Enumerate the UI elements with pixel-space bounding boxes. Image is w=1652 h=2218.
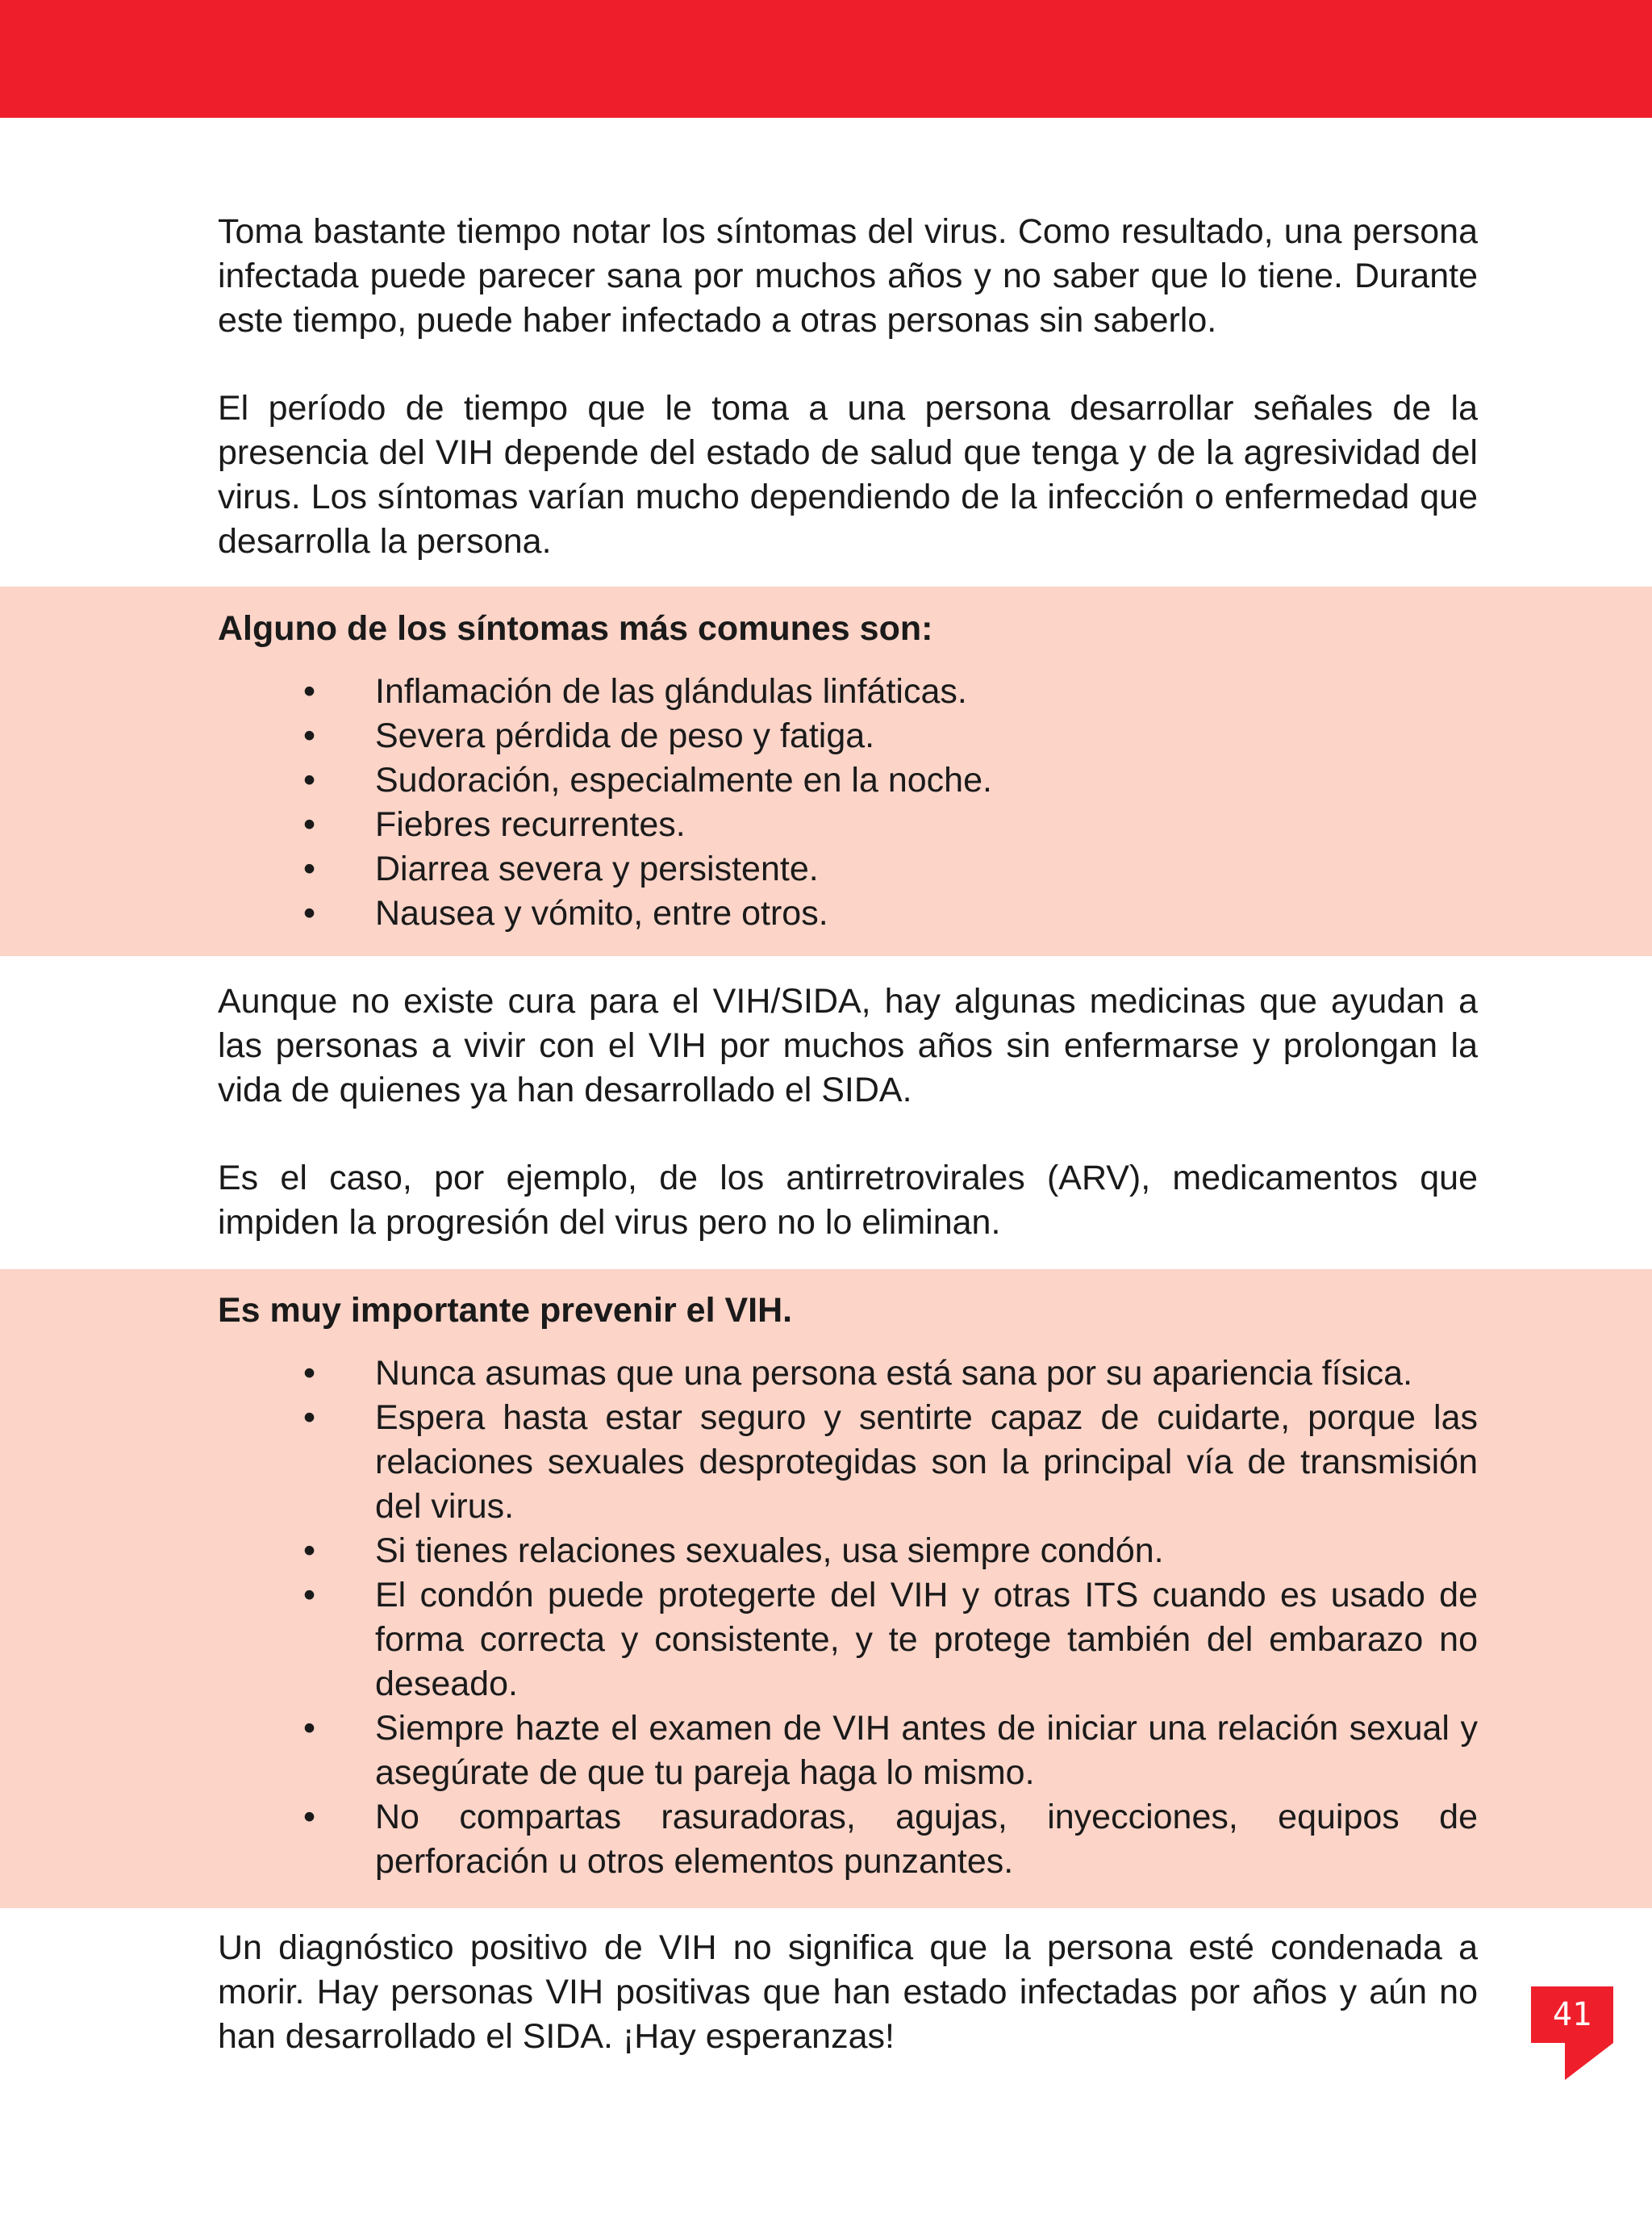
list-item (218, 1396, 1478, 1529)
bullet-icon: • (303, 805, 316, 844)
bullet-icon: • (303, 894, 316, 933)
bullet-icon: • (303, 1531, 316, 1570)
list-item-text: Nunca asumas que una persona está sana por su apariencia física. (375, 1354, 1413, 1393)
list-item (218, 714, 1478, 758)
list-item (218, 847, 1478, 892)
bullet-icon: • (303, 1709, 316, 1748)
list-item-text: Sudoración, especialmente en la noche. (375, 761, 992, 800)
list-item (218, 803, 1478, 847)
list-item (218, 1529, 1478, 1573)
bullet-icon: • (303, 761, 316, 800)
bullet-icon: • (303, 672, 316, 711)
list-item-text: Diarrea severa y persistente. (375, 850, 819, 888)
list-item (218, 758, 1478, 803)
list-item-text: El condón puede protegerte del VIH y otras ITS cuando es usado de forma correcta y consistente, y te protege también del embarazo no deseado. (375, 1576, 1478, 1703)
list-item (218, 892, 1478, 936)
prevention-heading: Es muy importante prevenir el VIH. (218, 1291, 793, 1330)
list-item (218, 1795, 1478, 1884)
paragraph-arv: Es el caso, por ejemplo, de los antirretrovirales (ARV), medicamentos que impiden la progresión del virus pero no lo eliminan. (218, 1159, 1478, 1242)
paragraph-hope: Un diagnóstico positivo de VIH no significa que la persona esté condenada a morir. Hay personas VIH positivas que han estado infectadas por años y aún no han desarrollado el SIDA. ¡Hay esperanzas! (218, 1928, 1478, 2056)
page-number: 41 (1552, 1996, 1592, 2033)
list-item (218, 1706, 1478, 1795)
list-item (218, 1351, 1478, 1396)
bullet-icon: • (303, 1576, 316, 1614)
bullet-icon: • (303, 1398, 316, 1437)
paragraph-treatment: Aunque no existe cura para el VIH/SIDA, hay algunas medicinas que ayudan a las personas a vivir con el VIH por muchos años sin enfermarse y prolongan la vida de quienes ya han desarrollado el SIDA. (218, 982, 1478, 1109)
list-item-text: Si tienes relaciones sexuales, usa siempre condón. (375, 1531, 1164, 1570)
bullet-icon: • (303, 1354, 316, 1393)
list-item-text: Siempre hazte el examen de VIH antes de iniciar una relación sexual y asegúrate de que tu pareja haga lo mismo. (375, 1709, 1478, 1792)
symptoms-heading: Alguno de los síntomas más comunes son: (218, 609, 933, 648)
prevention-list (218, 1351, 1478, 1884)
list-item-text: Fiebres recurrentes. (375, 805, 686, 844)
bullet-icon: • (303, 1798, 316, 1836)
paragraph-incubation: El período de tiempo que le toma a una persona desarrollar señales de la presencia del VIH depende del estado de salud que tenga y de la agresividad del virus. Los síntomas varían mucho dependiendo de la infección o enfermedad que desarrolla la persona. (218, 389, 1478, 561)
list-item (218, 1573, 1478, 1706)
header-band (0, 0, 1652, 118)
bullet-icon: • (303, 716, 316, 755)
bullet-icon: • (303, 850, 316, 888)
paragraph-intro: Toma bastante tiempo notar los síntomas del virus. Como resultado, una persona infectada puede parecer sana por muchos años y no saber que lo tiene. Durante este tiempo, puede haber infectado a otras personas sin saberlo. (218, 212, 1478, 340)
list-item-text: Nausea y vómito, entre otros. (375, 894, 828, 933)
list-item (218, 670, 1478, 714)
symptoms-list (218, 670, 1478, 936)
list-item-text: Severa pérdida de peso y fatiga. (375, 716, 875, 755)
list-item-text: Inflamación de las glándulas linfáticas. (375, 672, 967, 711)
list-item-text: Espera hasta estar seguro y sentirte capaz de cuidarte, porque las relaciones sexuales desprotegidas son la principal vía de transmisión del virus. (375, 1398, 1478, 1526)
list-item-text: No compartas rasuradoras, agujas, inyecciones, equipos de perforación u otros elementos punzantes. (375, 1798, 1478, 1881)
